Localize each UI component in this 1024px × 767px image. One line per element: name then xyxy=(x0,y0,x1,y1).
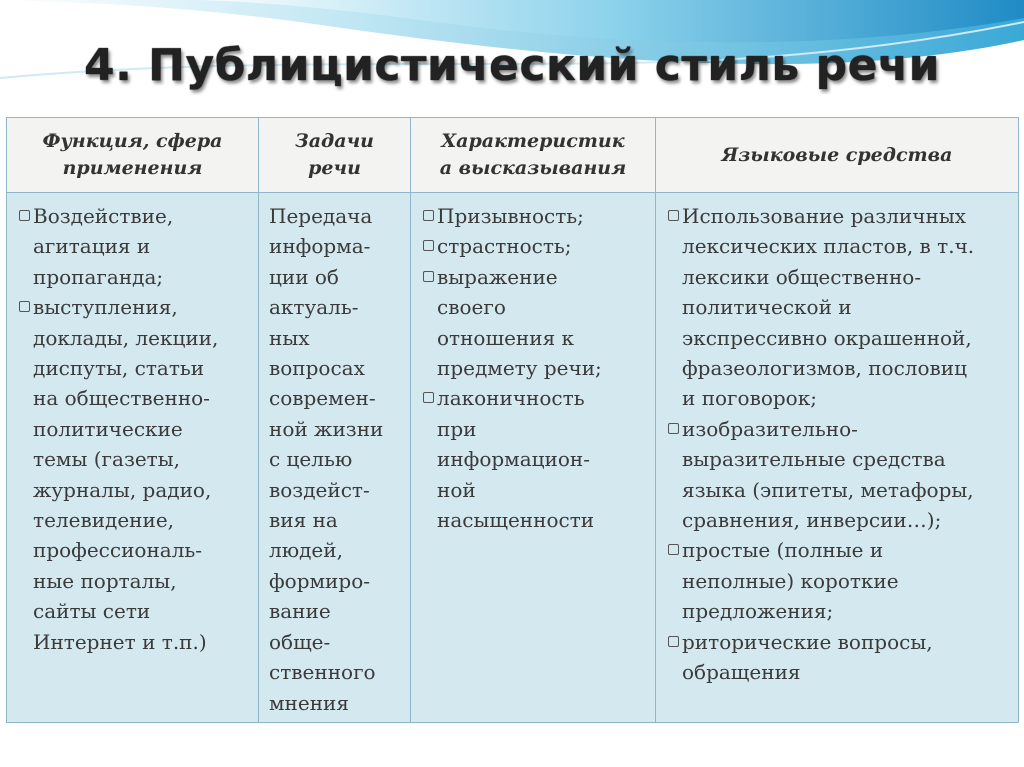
header-characteristics: Характеристик а высказывания xyxy=(411,118,656,193)
list-item: выступления, доклады, лекции, диспуты, статьи на общественно- политические темы (газеты, журналы, радио, телевидение, профессиональ- ные порталы, сайты сети Интернет и т.п.) xyxy=(17,292,252,657)
list-item: лаконичность при информацион- ной насыщенности xyxy=(421,383,649,535)
cell-language-means xyxy=(656,193,1019,723)
list-item: выражение своего отношения к предмету речи; xyxy=(421,262,649,384)
list-item: простые (полные и неполные) короткие предложения; xyxy=(666,535,1012,626)
checkbox-bullet-icon xyxy=(19,301,30,312)
list-item: Использование различных лексических пластов, в т.ч. лексики общественно- политической и экспрессивно окрашенной, фразеологизмов, пословиц и поговорок; xyxy=(666,201,1012,414)
list-item: Воздействие, агитация и пропаганда; xyxy=(17,201,252,292)
list-item: страстность; xyxy=(421,231,649,261)
list-item: Призывность; xyxy=(421,201,649,231)
slide-title: 4. Публицистический стиль речи xyxy=(84,40,940,91)
list-item: риторические вопросы, обращения xyxy=(666,627,1012,688)
style-table xyxy=(6,117,1019,723)
checkbox-bullet-icon xyxy=(423,210,434,221)
checkbox-bullet-icon xyxy=(668,544,679,555)
header-function: Функция, сфера применения xyxy=(7,118,259,193)
checkbox-bullet-icon xyxy=(423,240,434,251)
checkbox-bullet-icon xyxy=(423,392,434,403)
checkbox-bullet-icon xyxy=(668,210,679,221)
checkbox-bullet-icon xyxy=(668,423,679,434)
table-header-row xyxy=(7,118,1019,193)
cell-characteristics xyxy=(411,193,656,723)
header-language-means: Языковые средства xyxy=(656,118,1019,193)
list-item: изобразительно- выразительные средства языка (эпитеты, метафоры, сравнения, инверсии…); xyxy=(666,414,1012,536)
cell-tasks xyxy=(259,193,411,723)
checkbox-bullet-icon xyxy=(423,271,434,282)
checkbox-bullet-icon xyxy=(668,636,679,647)
table-body-row xyxy=(7,193,1019,723)
tasks-text: Передача информа- ции об актуаль- ных вопросах современ- ной жизни с целью воздейст- вия на людей, формиро- вание обще- ственного мнения xyxy=(269,204,384,715)
checkbox-bullet-icon xyxy=(19,210,30,221)
cell-function xyxy=(7,193,259,723)
header-tasks: Задачи речи xyxy=(259,118,411,193)
